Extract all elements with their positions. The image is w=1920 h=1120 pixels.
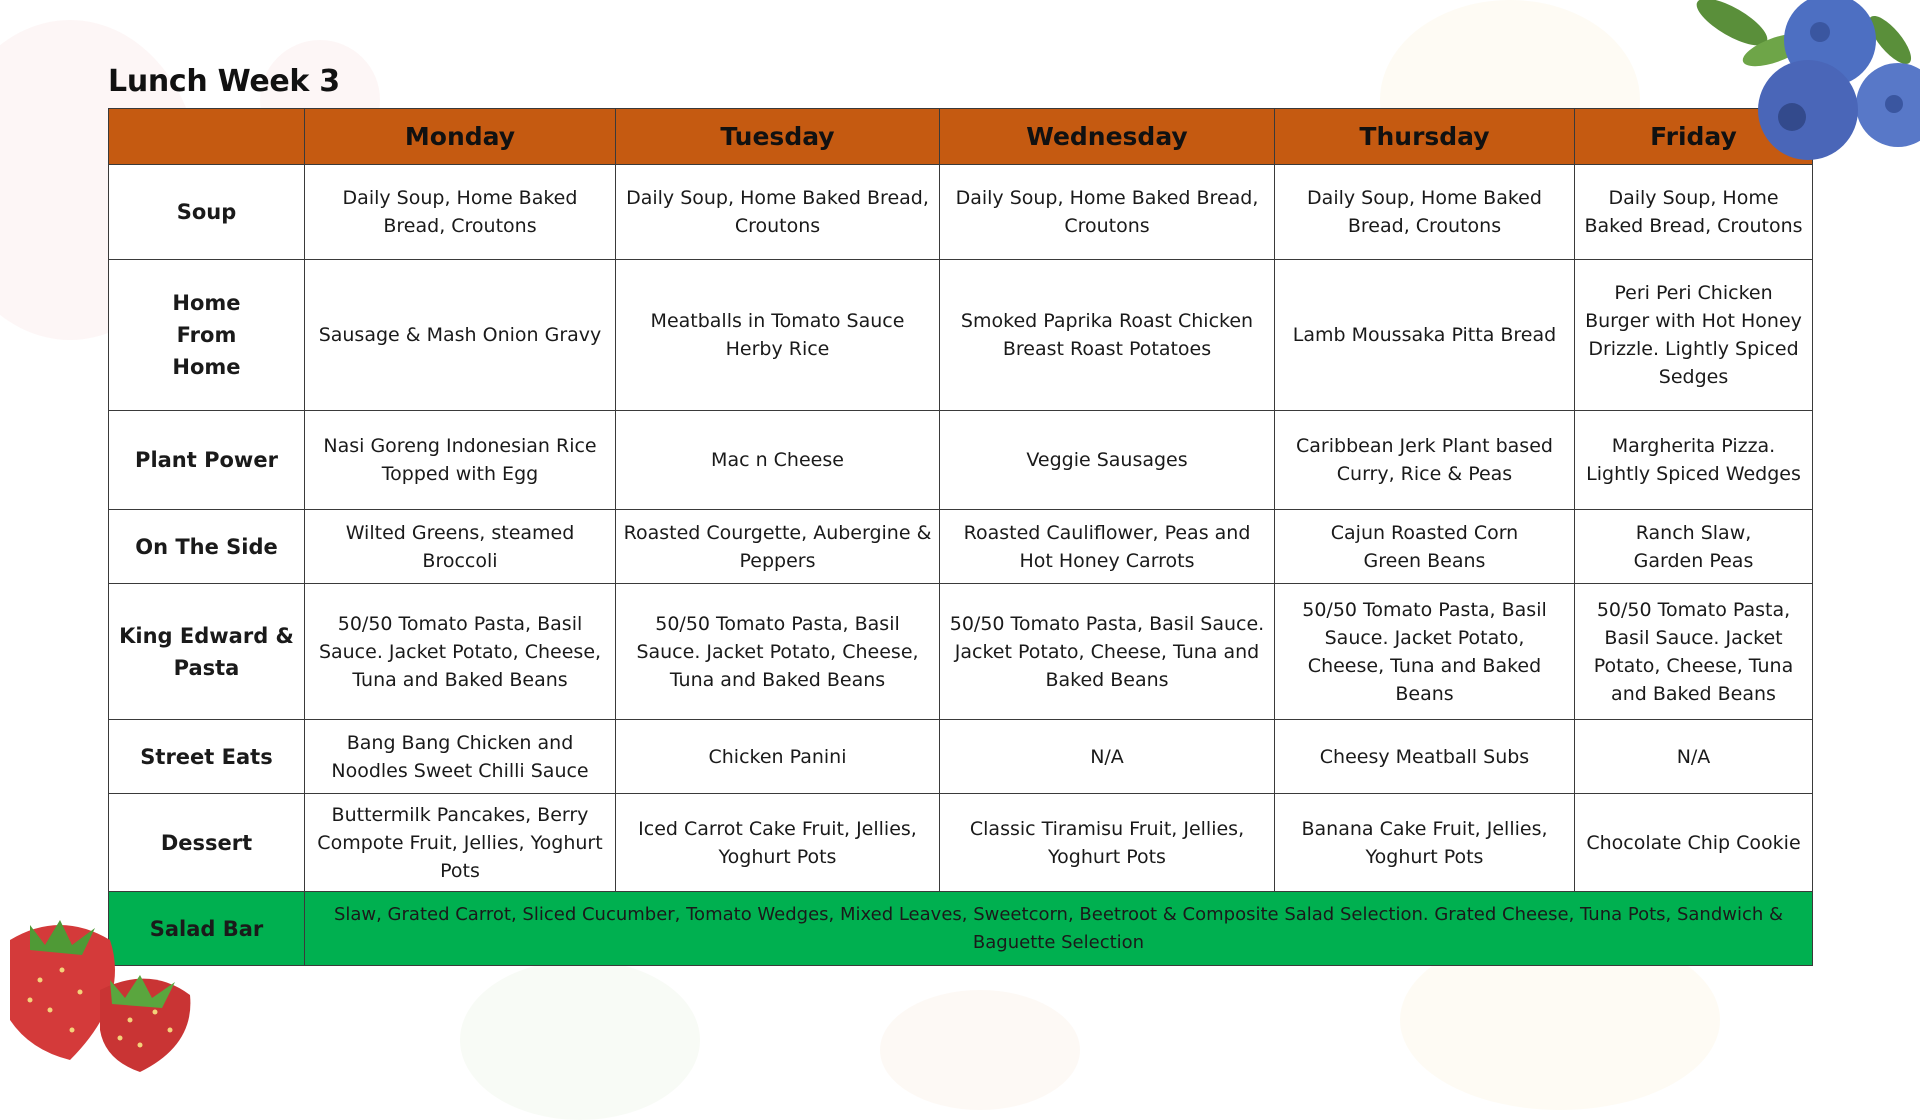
menu-cell: Caribbean Jerk Plant based Curry, Rice & Peas	[1275, 411, 1575, 510]
row-label: Street Eats	[109, 720, 305, 794]
row-label: Salad Bar	[109, 892, 305, 966]
day-header: Tuesday	[616, 109, 940, 165]
menu-cell: Margherita Pizza. Lightly Spiced Wedges	[1575, 411, 1813, 510]
page-title: Lunch Week 3	[108, 64, 340, 99]
menu-cell: Cheesy Meatball Subs	[1275, 720, 1575, 794]
menu-cell: Iced Carrot Cake Fruit, Jellies, Yoghurt Pots	[616, 794, 940, 892]
row-label: Soup	[109, 165, 305, 260]
menu-cell: Lamb Moussaka Pitta Bread	[1275, 260, 1575, 411]
lunch-menu-table	[108, 108, 1813, 966]
menu-cell: Ranch Slaw, Garden Peas	[1575, 510, 1813, 584]
day-header: Thursday	[1275, 109, 1575, 165]
day-header: Monday	[305, 109, 616, 165]
menu-cell: Roasted Courgette, Aubergine & Peppers	[616, 510, 940, 584]
row-label: Dessert	[109, 794, 305, 892]
menu-cell: Daily Soup, Home Baked Bread, Croutons	[1275, 165, 1575, 260]
row-label: On The Side	[109, 510, 305, 584]
background-decoration	[460, 960, 700, 1120]
menu-cell: Banana Cake Fruit, Jellies, Yoghurt Pots	[1275, 794, 1575, 892]
menu-cell: Classic Tiramisu Fruit, Jellies, Yoghurt Pots	[940, 794, 1275, 892]
blueberries-illustration	[1680, 0, 1920, 170]
table-row	[109, 260, 1813, 411]
header-row	[109, 109, 1813, 165]
menu-cell: Cajun Roasted Corn Green Beans	[1275, 510, 1575, 584]
menu-cell: Daily Soup, Home Baked Bread, Croutons	[1575, 165, 1813, 260]
row-label: Home From Home	[109, 260, 305, 411]
menu-cell: 50/50 Tomato Pasta, Basil Sauce. Jacket Potato, Cheese, Tuna and Baked Beans	[616, 584, 940, 720]
table-row	[109, 720, 1813, 794]
menu-cell: Daily Soup, Home Baked Bread, Croutons	[616, 165, 940, 260]
menu-cell: Nasi Goreng Indonesian Rice Topped with Egg	[305, 411, 616, 510]
background-decoration	[880, 990, 1080, 1110]
strawberries-illustration	[0, 880, 210, 1080]
menu-cell: N/A	[940, 720, 1275, 794]
menu-cell: Chocolate Chip Cookie	[1575, 794, 1813, 892]
row-label: Plant Power	[109, 411, 305, 510]
menu-cell: 50/50 Tomato Pasta, Basil Sauce. Jacket Potato, Cheese, Tuna and Baked Beans	[1575, 584, 1813, 720]
header-corner-cell	[109, 109, 305, 165]
menu-cell: Daily Soup, Home Baked Bread, Croutons	[305, 165, 616, 260]
table-row	[109, 411, 1813, 510]
menu-cell: Meatballs in Tomato Sauce Herby Rice	[616, 260, 940, 411]
menu-cell: Bang Bang Chicken and Noodles Sweet Chilli Sauce	[305, 720, 616, 794]
table-row	[109, 794, 1813, 892]
menu-cell: N/A	[1575, 720, 1813, 794]
table-row	[109, 165, 1813, 260]
table-row	[109, 510, 1813, 584]
menu-cell: Roasted Cauliflower, Peas and Hot Honey Carrots	[940, 510, 1275, 584]
menu-cell: 50/50 Tomato Pasta, Basil Sauce. Jacket Potato, Cheese, Tuna and Baked Beans	[940, 584, 1275, 720]
menu-cell: Sausage & Mash Onion Gravy	[305, 260, 616, 411]
menu-cell: Chicken Panini	[616, 720, 940, 794]
menu-cell: Buttermilk Pancakes, Berry Compote Fruit, Jellies, Yoghurt Pots	[305, 794, 616, 892]
menu-cell: Mac n Cheese	[616, 411, 940, 510]
salad-bar-cell: Slaw, Grated Carrot, Sliced Cucumber, Tomato Wedges, Mixed Leaves, Sweetcorn, Beetroot & Composite Salad Selection. Grated Cheese, Tuna Pots, Sandwich & Baguette Selection	[305, 892, 1813, 966]
day-header: Wednesday	[940, 109, 1275, 165]
row-label: King Edward & Pasta	[109, 584, 305, 720]
menu-cell: Veggie Sausages	[940, 411, 1275, 510]
salad-bar-row	[109, 892, 1813, 966]
day-header: Friday	[1575, 109, 1813, 165]
menu-cell: Smoked Paprika Roast Chicken Breast Roast Potatoes	[940, 260, 1275, 411]
menu-cell: Peri Peri Chicken Burger with Hot Honey Drizzle. Lightly Spiced Sedges	[1575, 260, 1813, 411]
table-row	[109, 584, 1813, 720]
menu-cell: Daily Soup, Home Baked Bread, Croutons	[940, 165, 1275, 260]
menu-cell: 50/50 Tomato Pasta, Basil Sauce. Jacket Potato, Cheese, Tuna and Baked Beans	[305, 584, 616, 720]
menu-cell: Wilted Greens, steamed Broccoli	[305, 510, 616, 584]
menu-cell: 50/50 Tomato Pasta, Basil Sauce. Jacket Potato, Cheese, Tuna and Baked Beans	[1275, 584, 1575, 720]
